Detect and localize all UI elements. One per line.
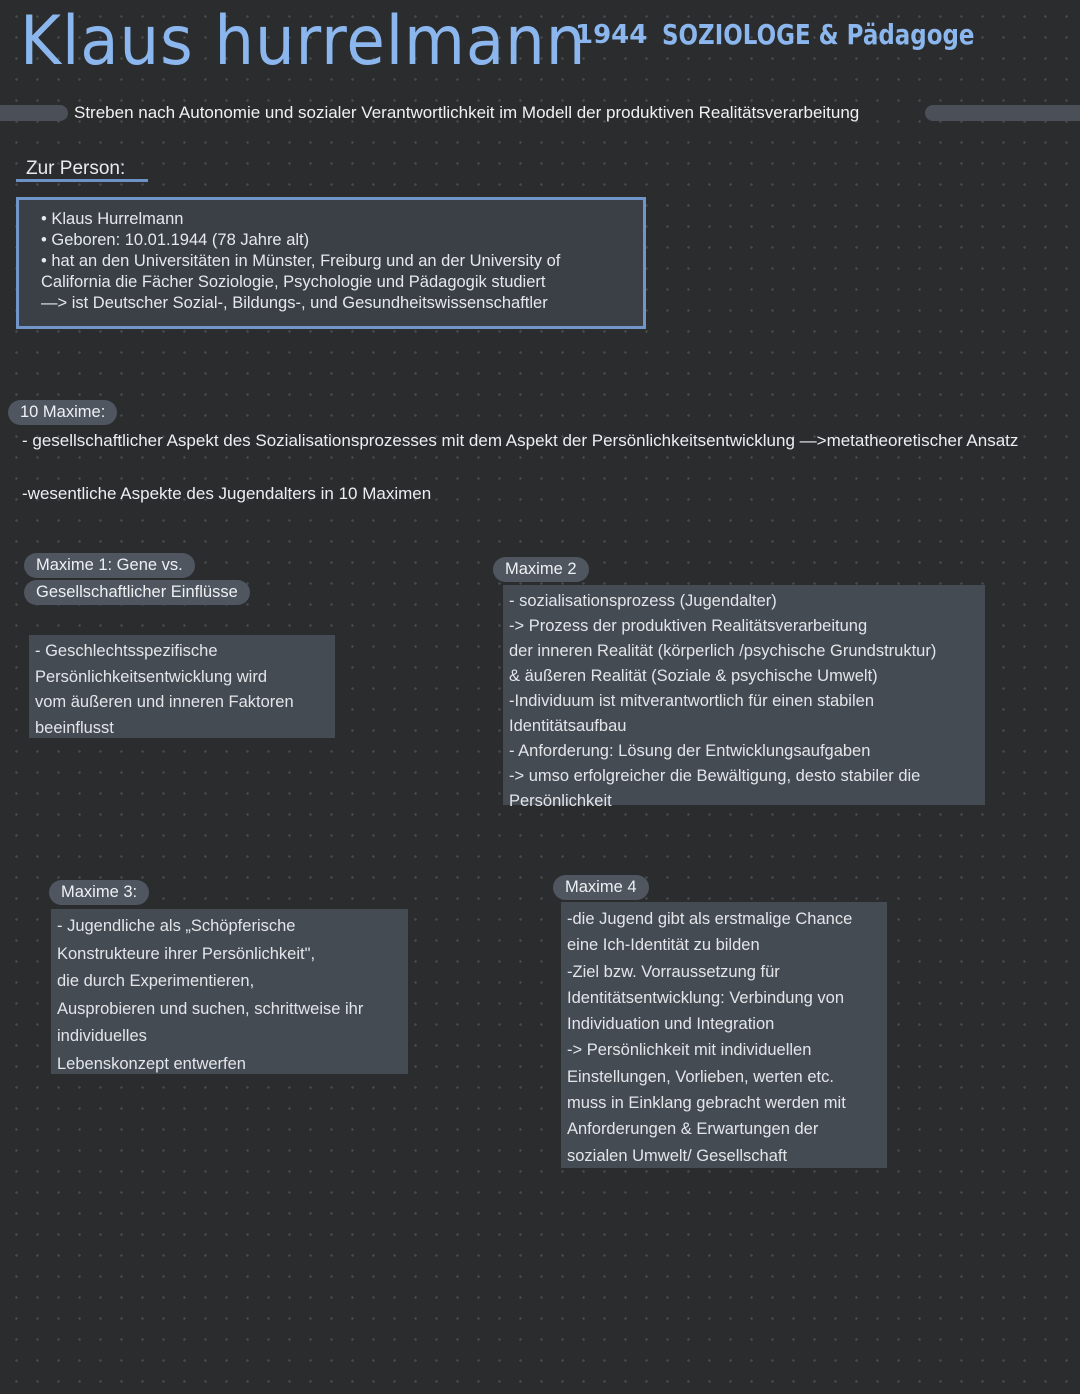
page-title: Klaus hurrelmann xyxy=(20,2,587,81)
person-heading-underline xyxy=(16,179,148,182)
maxime4-title: Maxime 4 xyxy=(553,875,649,900)
maxime1-card xyxy=(29,635,335,738)
maximen-summary: -wesentliche Aspekte des Jugendalters in 10 Maximen xyxy=(22,484,432,503)
maxime2-card xyxy=(503,585,985,810)
maxime4-card xyxy=(561,902,887,1168)
maxime2-line: Identitätsaufbau xyxy=(509,717,627,735)
maxime1-line: - Geschlechtsspezifische xyxy=(35,642,218,660)
maxime1-line: beeinflusst xyxy=(35,718,114,737)
maxime3-line: Lebenskonzept entwerfen xyxy=(57,1054,246,1073)
maxime3-line: individuelles xyxy=(57,1027,147,1045)
maxime1-line: Persönlichkeitsentwicklung wird xyxy=(35,667,268,686)
maxime4-line: Anforderungen & Erwartungen der xyxy=(567,1120,819,1139)
subtitle: Streben nach Autonomie und sozialer Verantwortlichkeit im Modell der produktiven Realitätsverarbeitung xyxy=(74,103,860,122)
person-line: • Geboren: 10.01.1944 (78 Jahre alt) xyxy=(41,231,310,249)
maxime2-line: der inneren Realität (körperlich /psychische Grundstruktur) xyxy=(509,642,937,660)
maxime2-line: -Individuum ist mitverantwortlich für einen stabilen xyxy=(509,692,874,710)
maxime3-line: die durch Experimentieren, xyxy=(57,972,255,990)
maxime4-line: muss in Einklang gebracht werden mit xyxy=(567,1094,846,1113)
maxime4-line: -> Persönlichkeit mit individuellen xyxy=(567,1041,812,1060)
maxime2-line: - Anforderung: Lösung der Entwicklungsaufgaben xyxy=(509,742,871,760)
maxime1-title: Maxime 1: Gene vs. xyxy=(24,553,195,578)
person-line: California die Fächer Soziologie, Psychologie und Pädagogik studiert xyxy=(41,273,546,291)
maxime1-title-cont: Gesellschaftlicher Einflüsse xyxy=(24,580,250,605)
profession-label: SOZIOLOGE & Pädagoge xyxy=(662,18,975,51)
maxime4-line: Identitätsentwicklung: Verbindung von xyxy=(567,988,845,1007)
maxime2-line: - sozialisationsprozess (Jugendalter) xyxy=(509,592,777,610)
maxime3-line: Konstrukteure ihrer Persönlichkeit", xyxy=(57,944,316,963)
subtitle-bar-right xyxy=(925,105,1080,121)
maxime1-line: vom äußeren und inneren Faktoren xyxy=(35,693,294,711)
maxime2-line: Persönlichkeit xyxy=(509,792,612,810)
person-info-box xyxy=(16,197,646,329)
maxime4-line: sozialen Umwelt/ Gesellschaft xyxy=(567,1146,788,1165)
maxime3-title: Maxime 3: xyxy=(49,880,149,905)
maxime4-line: eine Ich-Identität zu bilden xyxy=(567,936,760,955)
maxime4-line: Einstellungen, Vorlieben, werten etc. xyxy=(567,1067,834,1086)
subtitle-bar-left xyxy=(0,105,68,121)
person-heading: Zur Person: xyxy=(26,158,126,179)
maxime2-title: Maxime 2 xyxy=(493,557,589,582)
person-line: • hat an den Universitäten in Münster, Freiburg und an der University of xyxy=(41,252,561,270)
maximen-description: - gesellschaftlicher Aspekt des Sozialisationsprozesses mit dem Aspekt der Persönlichkeitsentwicklung —>metatheoretischer Ansatz xyxy=(22,431,1019,450)
maxime4-line: -die Jugend gibt als erstmalige Chance xyxy=(567,910,853,928)
maxime3-line: - Jugendliche als „Schöpferische xyxy=(57,917,296,935)
maxime3-card xyxy=(51,909,408,1074)
maxime4-line: Individuation und Integration xyxy=(567,1015,775,1034)
maxime4-line: -Ziel bzw. Vorraussetzung für xyxy=(567,962,780,981)
person-line: —> ist Deutscher Sozial-, Bildungs-, und Gesundheitswissenschaftler xyxy=(41,294,548,312)
maxime2-line: -> Prozess der produktiven Realitätsverarbeitung xyxy=(509,617,868,635)
maximen-label: 10 Maxime: xyxy=(8,400,117,425)
maxime2-line: & äußeren Realität (Soziale & psychische Umwelt) xyxy=(509,667,878,685)
birth-year: 1944 xyxy=(575,20,648,50)
maxime2-line: -> umso erfolgreicher die Bewältigung, desto stabiler die xyxy=(509,767,921,785)
person-line: • Klaus Hurrelmann xyxy=(41,210,184,228)
maxime3-line: Ausprobieren und suchen, schrittweise ihr xyxy=(57,999,364,1018)
